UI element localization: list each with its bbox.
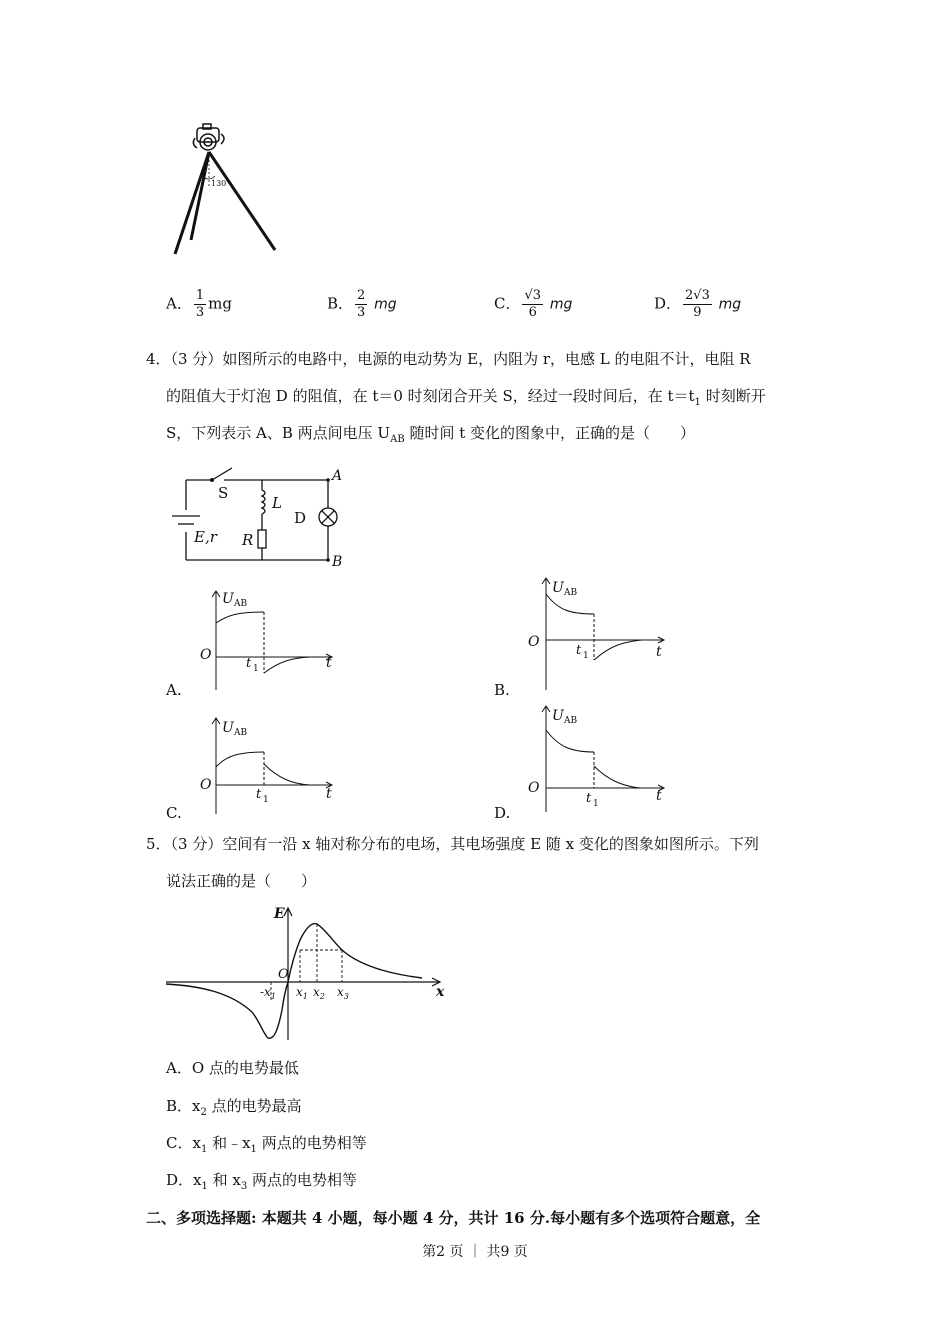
- circuit-label-s: S: [218, 484, 229, 502]
- circuit-label-b: B: [332, 554, 343, 570]
- t1-label: t: [246, 656, 252, 671]
- q4-option-a-label[interactable]: A.: [166, 681, 182, 699]
- q4-graph-d: [524, 700, 674, 815]
- t-axis-label: t: [326, 786, 332, 802]
- q4-graph-c: [196, 712, 346, 822]
- q4-option-d-label[interactable]: D.: [494, 804, 511, 822]
- t1-sub: 1: [263, 795, 269, 805]
- q4-graph-b: [524, 572, 674, 694]
- t-axis-label: t: [326, 655, 332, 671]
- q5-option-b[interactable]: B．$x_2$ 点的电势最高: [166, 1097, 302, 1118]
- circuit-label-r: R: [242, 531, 254, 549]
- axis-label-ab: AB: [564, 588, 578, 598]
- t-axis-label: t: [656, 644, 662, 660]
- q3-option-a[interactable]: A． $\frac{1}{3}$ mg: [166, 288, 232, 320]
- graph-label-o: O: [278, 967, 289, 982]
- q3-option-d[interactable]: D． $\frac{2√3}{9}$ mg: [654, 288, 742, 320]
- q4-line-1: 4．（3 分）如图所示的电路中，电源的电动势为 E，内阻为 r，电感 L 的电阻不计，电阻 R: [146, 350, 751, 368]
- graph-label-x: x: [436, 984, 445, 1000]
- t1-sub: 1: [253, 664, 259, 674]
- circuit-label-d: D: [294, 509, 307, 527]
- axis-label-u: U: [552, 708, 564, 724]
- q5-option-d[interactable]: D．$x_1$ 和 $x_3$ 两点的电势相等: [166, 1171, 358, 1192]
- axis-label-ab: AB: [234, 599, 248, 609]
- circuit-label-e: E,r: [194, 528, 217, 546]
- q5-line-2: 说法正确的是（ ）: [166, 872, 317, 890]
- page-footer: 第2 页 ｜ 共9 页: [422, 1244, 528, 1260]
- axis-label-u: U: [222, 720, 234, 736]
- origin-label: O: [528, 634, 540, 650]
- tripod-angle-label: 130°: [211, 179, 231, 188]
- q3-option-c[interactable]: C． $\frac{√3}{6}$ mg: [494, 288, 573, 320]
- q5-e-x-graph: [160, 900, 460, 1045]
- axis-label-ab: AB: [564, 716, 578, 726]
- circuit-label-l: L: [272, 494, 282, 512]
- t1-label: t: [576, 643, 582, 658]
- q4-line-3: S，下列表示 A、B 两点间电压 $U_{AB}$ 随时间 t 变化的图象中，正确的是（ ）: [166, 424, 696, 445]
- tick-label-x3: $x_3$: [337, 985, 349, 1001]
- origin-label: O: [200, 777, 212, 793]
- t1-label: t: [586, 791, 592, 806]
- q5-option-c[interactable]: C．$x_1$ 和$﹣x_1$ 两点的电势相等: [166, 1134, 367, 1155]
- tick-label-x2: $x_2$: [313, 985, 325, 1001]
- t1-sub: 1: [593, 799, 599, 809]
- q4-option-c-label[interactable]: C.: [166, 804, 182, 822]
- section-2-heading: 二、多项选择题: 本题共 4 小题，每小题 4 分，共计 16 分.每小题有多个选项符合题意，全: [146, 1209, 761, 1227]
- q4-line-2: 的阻值大于灯泡 D 的阻值，在 t＝0 时刻闭合开关 S，经过一段时间后，在 $t=t_1$ 时刻断开: [166, 387, 766, 408]
- tripod-camera-figure: [165, 120, 290, 260]
- t1-label: t: [256, 787, 262, 802]
- q3-option-b[interactable]: B． $\frac{2}{3}$ mg: [327, 288, 397, 320]
- circuit-label-a: A: [332, 468, 343, 484]
- q4-graph-a: [196, 585, 346, 695]
- axis-label-ab: AB: [234, 728, 248, 738]
- tick-label-x1: $x_1$: [296, 985, 308, 1001]
- tick-label-neg-x1: $-x_1$: [260, 985, 276, 1001]
- t1-sub: 1: [583, 651, 589, 661]
- q4-circuit-diagram: [160, 460, 360, 570]
- q5-line-1: 5．（3 分）空间有一沿 x 轴对称分布的电场，其电场强度 E 随 x 变化的图象如图所示。下列: [146, 835, 759, 853]
- origin-label: O: [200, 647, 212, 663]
- origin-label: O: [528, 780, 540, 796]
- q5-option-a[interactable]: A．O 点的电势最低: [166, 1059, 299, 1077]
- q4-option-b-label[interactable]: B.: [494, 681, 510, 699]
- t-axis-label: t: [656, 788, 662, 804]
- axis-label-u: U: [222, 591, 234, 607]
- axis-label-u: U: [552, 580, 564, 596]
- graph-label-e: E: [274, 906, 285, 922]
